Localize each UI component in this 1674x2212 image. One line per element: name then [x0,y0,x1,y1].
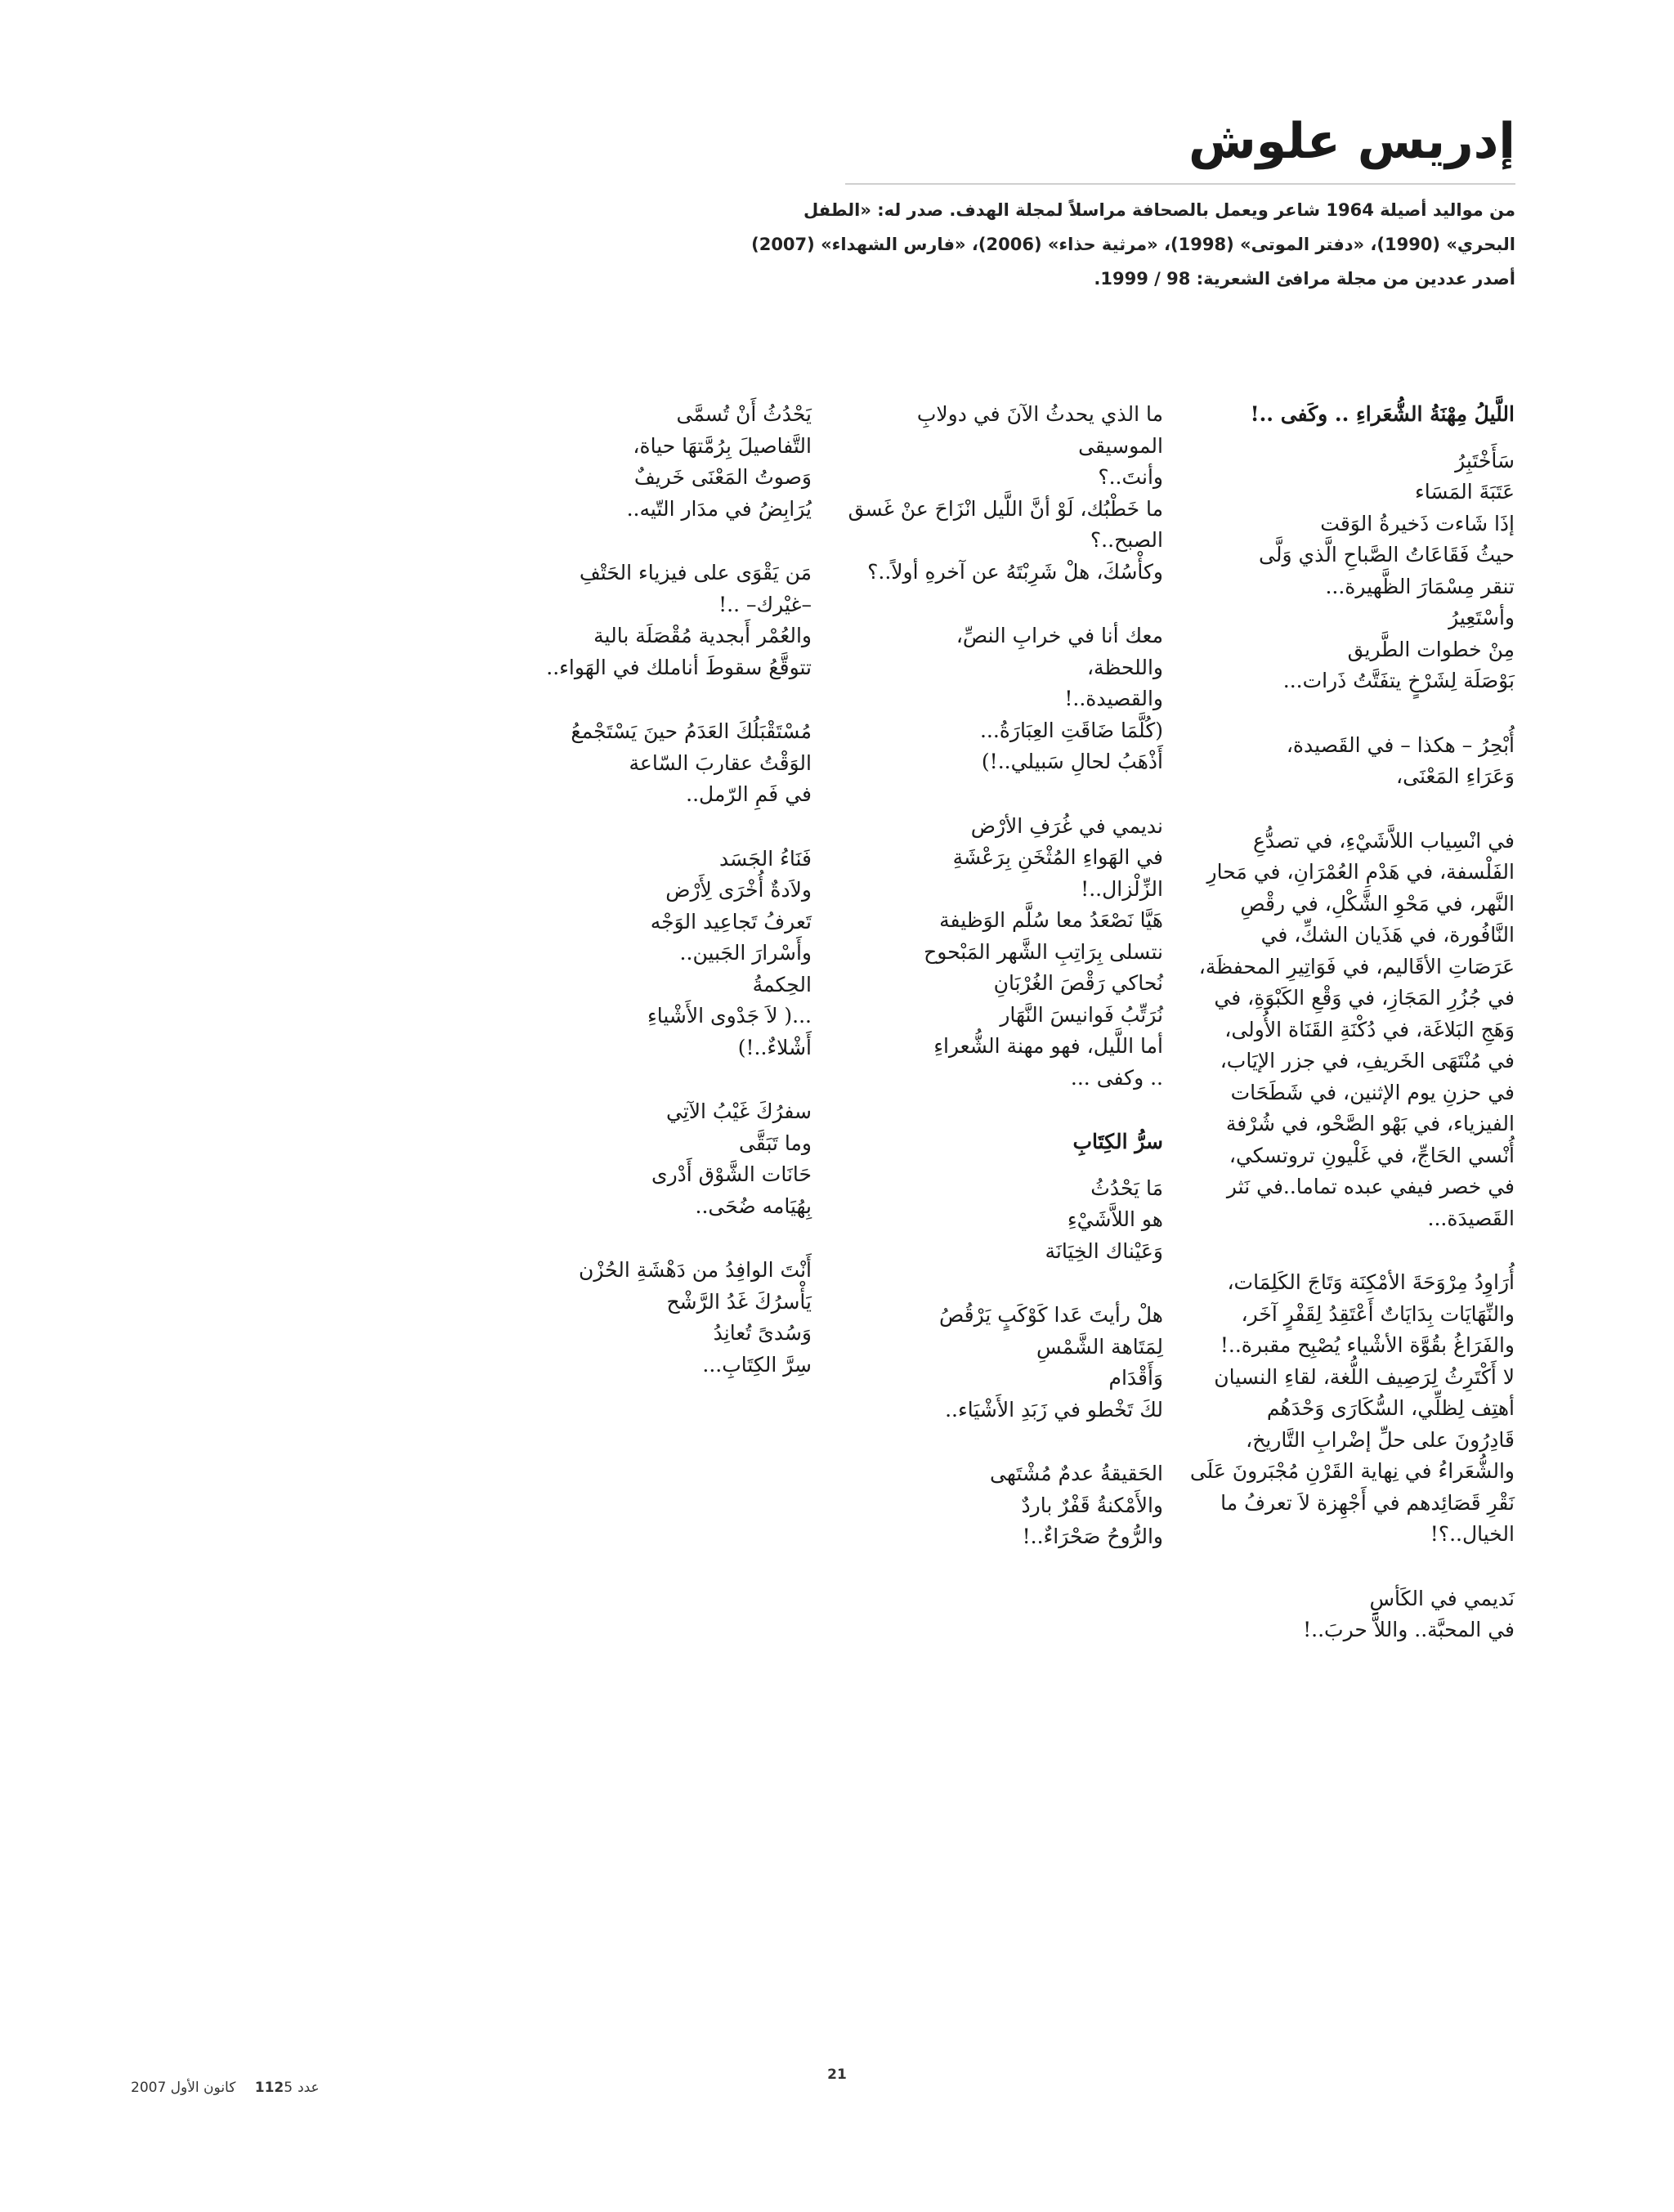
poem-line: وَصوتُ المَعْنَى خَريفٌ [633,465,812,489]
stanza [1171,826,1515,1235]
poem-line: والأَمْكنةُ قَفْرٌ باردٌ [1021,1493,1163,1517]
poem-line: وَهَجِ البَلاغَة، في دُكْنَةِ القَنَاة الأُولى، [1224,1017,1515,1041]
poem-line: واللحظة، [1086,655,1163,679]
issue-number: 112 [254,2080,284,2096]
stanza [812,1173,1163,1268]
poem-line: بِهُيَامه ضُحَى.. [695,1193,812,1218]
issue-date: 5 كانون الأول 2007 [131,2080,293,2096]
stanza [812,1300,1163,1426]
poem-line: هو اللاَّشَيْءِ [1067,1207,1163,1231]
poem-line: عَرَصَاتِ الأقَاليم، في فَوَاتِيرِ المحفظَة، [1198,954,1515,978]
stanza [812,620,1163,778]
poem-line: معك أنا في خرابِ النصِّ، [956,624,1163,647]
poem-title: سرُّ الكِتَابِ [1072,1130,1163,1153]
stanza-list [812,1173,1163,1553]
poem-title: اللَّيلُ مِهْنَةُ الشُّعَراءِ .. وكَفى ..! [1250,402,1515,426]
poem-line: وَعَرَاءِ المَعْنَى، [1396,764,1515,788]
poem-line: وَعَيْناك الخِيَانَة [1045,1238,1163,1263]
poem-line: مَا يَحْدُثُ [1090,1175,1163,1200]
stanza [1171,1583,1515,1646]
poem-line: لا أَكْتَرِثُ لِرَصِيف اللُّغة، لقاءِ النسيان [1214,1364,1515,1389]
poem-line: وكأْسُكَ، هلْ شَرِبْتَهُ عن آخرهِ أولاً..؟ [867,559,1163,584]
poem-line: النَّهر، في مَحْوِ الشَّكْلِ، في رقْصِ [1240,891,1515,916]
poem-line: تتوقَّعُ سقوطَ أناملك في الهَواء.. [546,655,812,679]
poem-line: نديمي في غُرَفِ الأرْض [970,813,1163,838]
poem-line: عَتَبَةَ المَسَاء [1414,480,1515,504]
poem-line: ما خَطْبُك، لَوْ أنَّ اللَّيل انْزَاحَ عنْ غَسق [848,496,1163,521]
issue-info [131,2080,320,2096]
article-header [11,114,1515,296]
poem-line: في خصر فيفي عبده تماما..في نَثر [1226,1175,1515,1198]
stanza [468,557,812,683]
page-number: 21 [827,2066,847,2083]
stanza [468,399,812,525]
poem-line: الحَقيقةُ عدمٌ مُشْتَهى [990,1462,1163,1485]
poem-line: وَأَقْدَام [1108,1366,1163,1390]
stanza [468,716,812,811]
poem-line: نَديمي في الكَأسِ [1369,1586,1515,1610]
poem-line: لكَ تَخْطو في زَبَدِ الأَشْيَاء.. [945,1397,1163,1422]
bio-line: أصدر عددين من مجلة مرافئ الشعرية: 98 / 1999. [1094,269,1515,289]
stanza [812,811,1163,1095]
poem-line: الموسيقى [1078,433,1163,458]
poem-line: مُسْتَقْبَلُكَ العَدَمُ حينَ يَسْتَجْمعُ [571,719,812,743]
poem-line: القَصيدَة... [1427,1206,1515,1230]
stanza-list [812,399,1163,1094]
poem-line: ما الذي يحدثُ الآنَ في دولابِ [916,402,1163,426]
poem-line: والقصيدة..! [1064,687,1163,710]
poem-line: سفرُكَ غَيْبُ الآتِي [665,1099,812,1123]
poem-line: حيثُ فَقَاعَاتُ الصَّباحِ الَّذي وَلَّى [1259,543,1515,566]
poem-line: في مُنْتَهَى الخَريفِ، في جزر الإيَاب، [1220,1049,1515,1072]
stanza [1171,730,1515,793]
poem-line: هلْ رأيتَ عَدا كَوْكَبٍ يَرْقُصُ [938,1303,1163,1327]
author-bio [11,193,1515,296]
poem-line: ولاَدةٌ أُخْرَى لِأَرْض [665,878,812,902]
poem-line: نتسلى بِرَاتِبِ الشَّهر المَبْحوح [924,939,1163,964]
poem-line: يَأْسرُكَ غَدُ الرَّشْح [666,1289,812,1314]
poem-line: النَّافُورة، في هَذَيان الشكِّ، في [1260,923,1515,947]
poem-line: في جُزُرِ المَجَازِ، في وَقْعِ الكَبْوَةِ، في [1214,986,1515,1010]
poem-line: أُنْسي الحَاجِّ، في غَلْيونِ تروتسكي، [1229,1143,1515,1167]
poem-line: الفيزياء، في بَهْو الصَّحْو، في شُرْفة [1225,1112,1515,1135]
poem-line: والنِّهَايَات بِدَايَاتٌ أَعْتَقِدُ لِقَفْرٍ آخَر، [1241,1301,1515,1326]
poem-line: أهتِف لِظلِّي، السُّكَارَى وَحْدَهُم [1266,1396,1515,1420]
poem-column-3 [468,399,812,1413]
poem-line: مِنْ خطوات الطَّريق [1347,637,1515,661]
poem-line: مَن يَقْوَى على فيزياء الحَتْفِ [579,561,812,584]
poem-line: حَانَات الشَّوْق أَدْرى [651,1162,812,1186]
poem-line: .. وكفى ... [1070,1065,1163,1090]
poem-line: في المحبَّة.. واللاَّ حربَ..! [1303,1618,1515,1641]
poem-line: أُرَاوِدُ مِرْوَحَةَ الأمْكِنَة وَتَاجَ الكَلِمَات، [1227,1270,1515,1294]
poem-column-2 [812,399,1163,1586]
poem-line: في انْسِياب اللاَّشَيْءِ، في تصدُّعِ [1252,828,1515,853]
poem-line: في فَمِ الرّمل.. [686,782,812,806]
poem-line: الصبح..؟ [1090,528,1163,552]
stanza [812,1458,1163,1553]
poem-line: في حزنِ يوم الإثنين، في شَطَحَات [1230,1080,1515,1104]
stanza [468,1096,812,1222]
stanza-list [1171,446,1515,1646]
poem-line: إذَا شَاءت ذَخيرةُ الوَقت [1320,511,1515,535]
poem-line: التَّفاصيلَ بِرُمَّتهَا حياة، [633,433,812,458]
poem-line: فَنَاءُ الجَسَد [719,846,812,871]
stanza [468,1255,812,1381]
poem-line: أَشْلاءٌ..!) [737,1035,812,1059]
poem-line: والرُّوحُ صَحْرَاءٌ..! [1022,1525,1163,1548]
poem-line: أُبْحِرُ – هكذا – في القَصيدة، [1286,732,1515,757]
poem-line: وأنتَ..؟ [1098,465,1163,489]
stanza [812,399,1163,588]
poem-line: تنقر مِسْمَارَ الظَّهيرة... [1325,574,1515,598]
poem-line: –غيْرك– ..! [718,592,812,616]
poem-line: أما اللَّيل، فهو مهنة الشُّعراءِ [933,1034,1163,1058]
poem-line: هَيَّا نَصْعَدُ معا سُلَّم الوَظيفة [939,908,1163,932]
bio-line: البحري» (1990)، «دفتر الموتى» (1998)، «مرثية حذاء» (2006)، «فارس الشهداء» (2007) [751,235,1515,254]
bio-divider [845,183,1515,185]
poem-line: وأَسْرارَ الجَبين.. [679,941,812,965]
bio-line: من مواليد أصيلة 1964 شاعر ويعمل بالصحافة مراسلاً لمجلة الهدف. صدر له: «الطفل [803,200,1515,220]
poem-line: يَحْدُثُ أَنْ تُسمَّى [676,402,812,426]
poem-line: بَوْصَلَة لِشَرْخٍ يتفَتَّتُ ذَرات... [1282,669,1515,692]
poem-line: ...( لاَ جَدْوى الأَشْياءِ [647,1004,812,1028]
poem-line: سَأَخْتَبِرُ [1455,448,1515,472]
poem-line: وَسُدىً تُعانِدُ [713,1321,812,1345]
poem-line: والشُّعَراءُ في نِهاية القَرْنِ مُجْبَرونَ عَلَى [1189,1459,1515,1483]
poem-line: الفَلْسفة، في هَدْمِ العُمْرَانِ، في مَحارِ [1206,860,1515,884]
poem-line: في الهَواءِ المُثْخَنِ بِرَعْشَةِ [952,845,1163,869]
stanza [468,844,812,1064]
stanza-list [468,399,812,1381]
poem-line: نُحاكي رَقْصَ الغُرْبَانِ [993,971,1163,995]
poem-line: أَنْتَ الوافِدُ من دَهْشَةِ الحُزْن [578,1258,812,1282]
poem-line: قَادِرُونَ على حلِّ إضْرابِ التَّاريخ، [1246,1427,1515,1452]
stanza [1171,1267,1515,1551]
issue-label: عدد [298,2080,320,2096]
poem-line: الوَقْتُ عقاربَ السّاعة [629,750,812,775]
poem-line: والفَرَاغُ بقُوَّة الأشْياء يُصْبِح مقبرة..! [1220,1333,1515,1357]
poem-line: سِرَّ الكِتَابِ... [702,1352,812,1377]
poem-line: لِمَتَاهة الشَّمْسِ [1036,1334,1163,1359]
poem-line: الحِكمةُ [752,972,812,996]
poem-line: الزِّلْزال..! [1081,876,1163,901]
poem-line: وما تَبَقَّى [738,1131,812,1155]
poem-line: يُرَابِضُ في مدَار التّيه.. [626,496,812,521]
stanza [1171,446,1515,697]
poem-line: (كُلَّمَا ضَاقَتِ العِبَارَةُ... [979,718,1163,742]
poem-line: نَقْرِ قَصَائِدهم في أَجْهِزة لاَ تعرفُ ما [1220,1490,1515,1515]
author-name: إدريس علوش [1188,113,1515,170]
poem-line: وأسْتَعِيرُ [1448,606,1515,629]
poem-line: والعُمْر أَبجدية مُقْصَلَة بالية [593,624,812,647]
poem-line: تَعرفُ تَجاعِيد الوَجْه [650,909,812,934]
poem-line: الخيال..؟! [1430,1522,1515,1546]
poem-line: نُرَتِّبُ فَوانيسَ النَّهَار [1000,1002,1163,1027]
poem-line: أَذْهَبُ لحالِ سَبيلي..!) [981,750,1163,773]
poem-column-1 [1171,399,1515,1679]
